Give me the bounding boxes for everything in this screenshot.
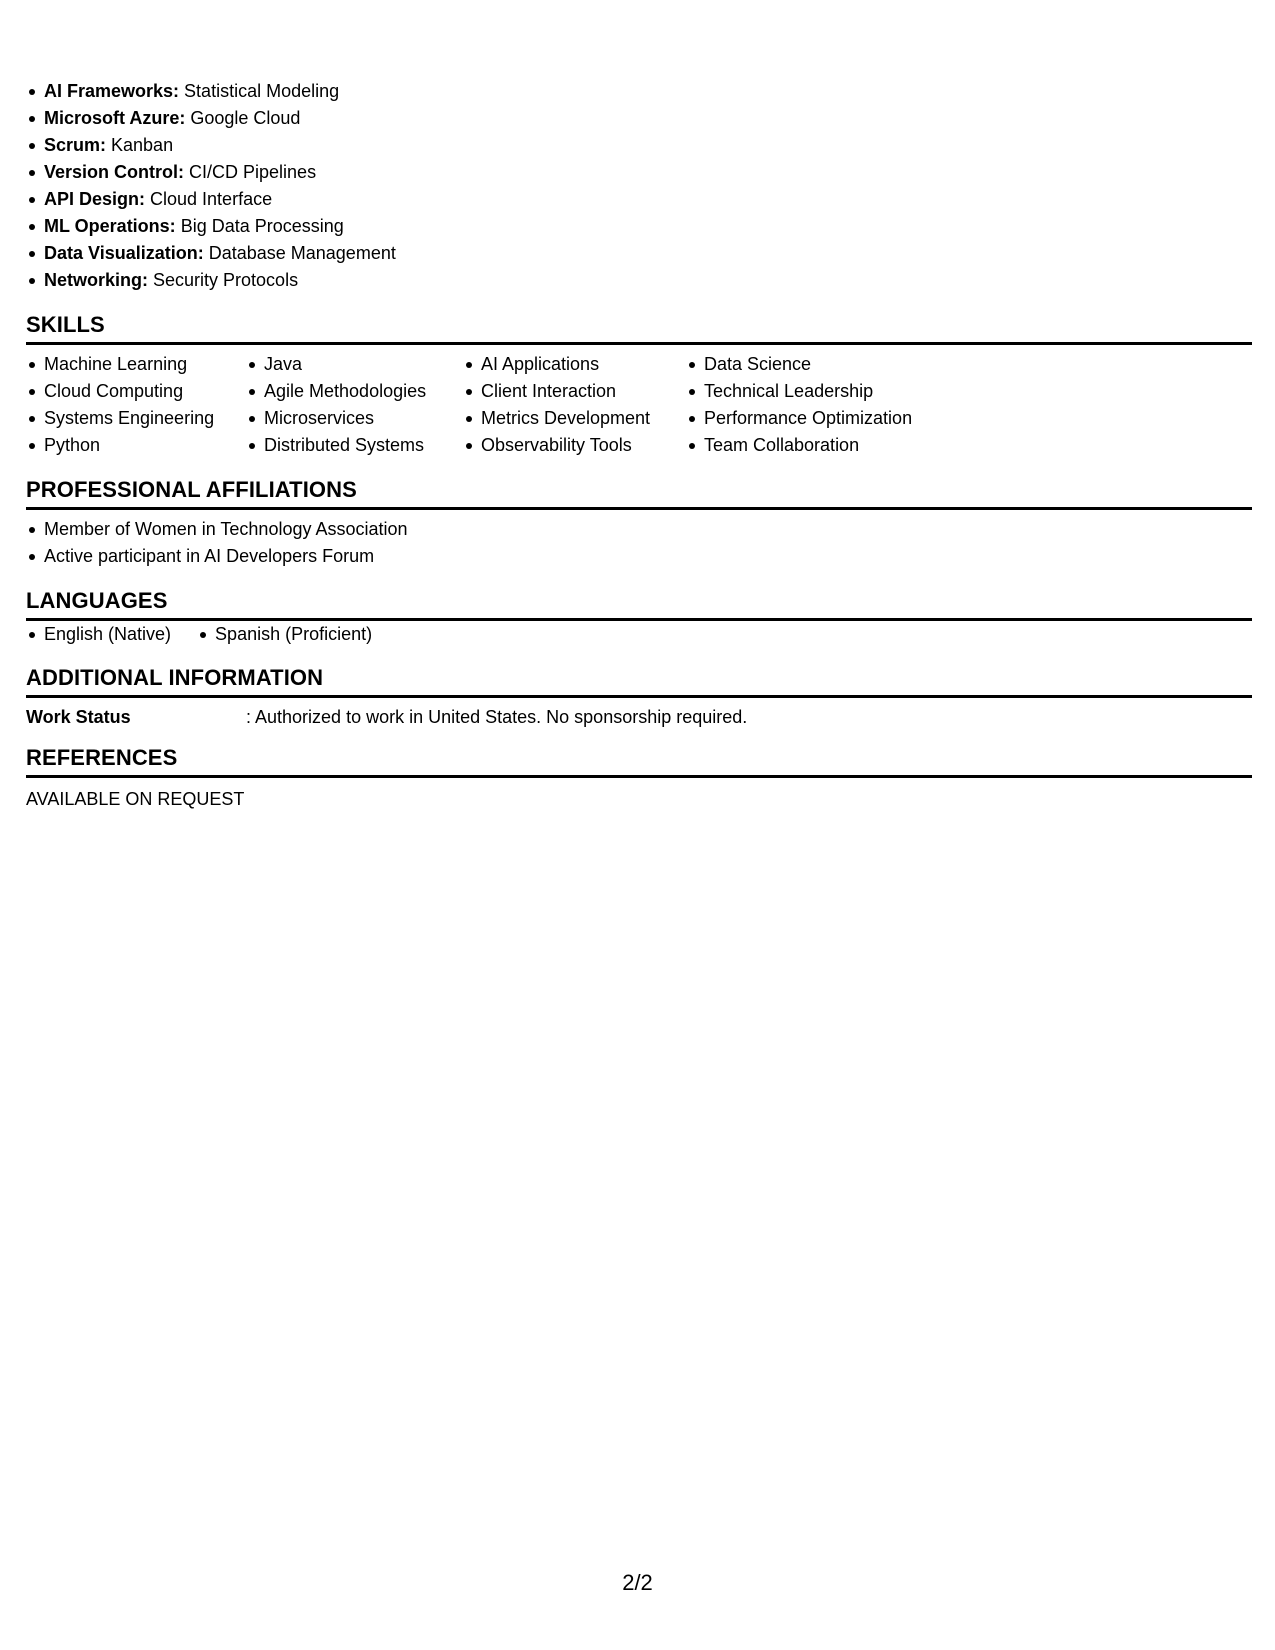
technical-item-value: Kanban bbox=[106, 135, 174, 155]
skill-item: Machine Learning bbox=[26, 351, 246, 378]
work-status-label: Work Status bbox=[26, 707, 131, 727]
technical-list bbox=[26, 78, 1252, 294]
skill-item: Client Interaction bbox=[463, 378, 686, 405]
technical-item-key: AI Frameworks: bbox=[44, 81, 180, 101]
resume-content bbox=[26, 78, 1252, 813]
skills-grid bbox=[26, 351, 1252, 459]
skill-item: Performance Optimization bbox=[686, 405, 986, 432]
references-text: AVAILABLE ON REQUEST bbox=[26, 789, 245, 809]
technical-item-key: Microsoft Azure: bbox=[44, 108, 186, 128]
technical-item bbox=[26, 159, 1252, 186]
skill-item: Team Collaboration bbox=[686, 432, 986, 459]
skills-column bbox=[26, 351, 246, 459]
affiliations-heading: PROFESSIONAL AFFILIATIONS bbox=[26, 477, 1252, 510]
technical-item-value: Google Cloud bbox=[185, 108, 301, 128]
skill-item: Cloud Computing bbox=[26, 378, 246, 405]
affiliation-item: Active participant in AI Developers Forum bbox=[26, 543, 1252, 570]
skill-item: AI Applications bbox=[463, 351, 686, 378]
skill-item: Distributed Systems bbox=[246, 432, 463, 459]
language-item: Spanish (Proficient) bbox=[197, 621, 372, 648]
skill-item: Data Science bbox=[686, 351, 986, 378]
language-item: English (Native) bbox=[26, 621, 171, 648]
technical-item-key: ML Operations: bbox=[44, 216, 176, 236]
technical-item bbox=[26, 213, 1252, 240]
languages-section bbox=[26, 588, 1252, 648]
skill-item: Observability Tools bbox=[463, 432, 686, 459]
technical-item bbox=[26, 186, 1252, 213]
technical-item-value: Statistical Modeling bbox=[179, 81, 340, 101]
technical-item-key: API Design: bbox=[44, 189, 146, 209]
technical-item bbox=[26, 240, 1252, 267]
skills-column bbox=[246, 351, 463, 459]
technical-item bbox=[26, 78, 1252, 105]
technical-item-key: Scrum: bbox=[44, 135, 107, 155]
languages-list bbox=[26, 621, 1252, 648]
skill-item: Python bbox=[26, 432, 246, 459]
technical-item-key: Version Control: bbox=[44, 162, 185, 182]
technical-item-value: CI/CD Pipelines bbox=[184, 162, 317, 182]
references-section bbox=[26, 745, 1252, 813]
languages-heading: LANGUAGES bbox=[26, 588, 1252, 621]
skills-section bbox=[26, 312, 1252, 459]
technical-item-key: Data Visualization: bbox=[44, 243, 204, 263]
skill-item: Agile Methodologies bbox=[246, 378, 463, 405]
work-status-value: : Authorized to work in United States. No sponsorship required. bbox=[246, 707, 748, 727]
technical-item-value: Security Protocols bbox=[148, 270, 299, 290]
skills-heading: SKILLS bbox=[26, 312, 1252, 345]
technical-item-key: Networking: bbox=[44, 270, 149, 290]
page-number: 2/2 bbox=[622, 1570, 653, 1595]
skill-item: Technical Leadership bbox=[686, 378, 986, 405]
additional-info-heading: ADDITIONAL INFORMATION bbox=[26, 665, 1252, 698]
affiliation-item: Member of Women in Technology Association bbox=[26, 516, 1252, 543]
skill-item: Metrics Development bbox=[463, 405, 686, 432]
affiliations-list bbox=[26, 516, 1252, 570]
skill-item: Java bbox=[246, 351, 463, 378]
additional-info-section bbox=[26, 665, 1252, 731]
work-status-row bbox=[26, 704, 1252, 731]
technical-item bbox=[26, 267, 1252, 294]
skill-item: Systems Engineering bbox=[26, 405, 246, 432]
technical-item-value: Big Data Processing bbox=[175, 216, 344, 236]
technical-item-value: Database Management bbox=[203, 243, 396, 263]
technical-item bbox=[26, 105, 1252, 132]
skills-column bbox=[686, 351, 986, 459]
references-heading: REFERENCES bbox=[26, 745, 1252, 778]
skill-item: Microservices bbox=[246, 405, 463, 432]
technical-item-value: Cloud Interface bbox=[145, 189, 273, 209]
skills-column bbox=[463, 351, 686, 459]
technical-item bbox=[26, 132, 1252, 159]
affiliations-section bbox=[26, 477, 1252, 570]
